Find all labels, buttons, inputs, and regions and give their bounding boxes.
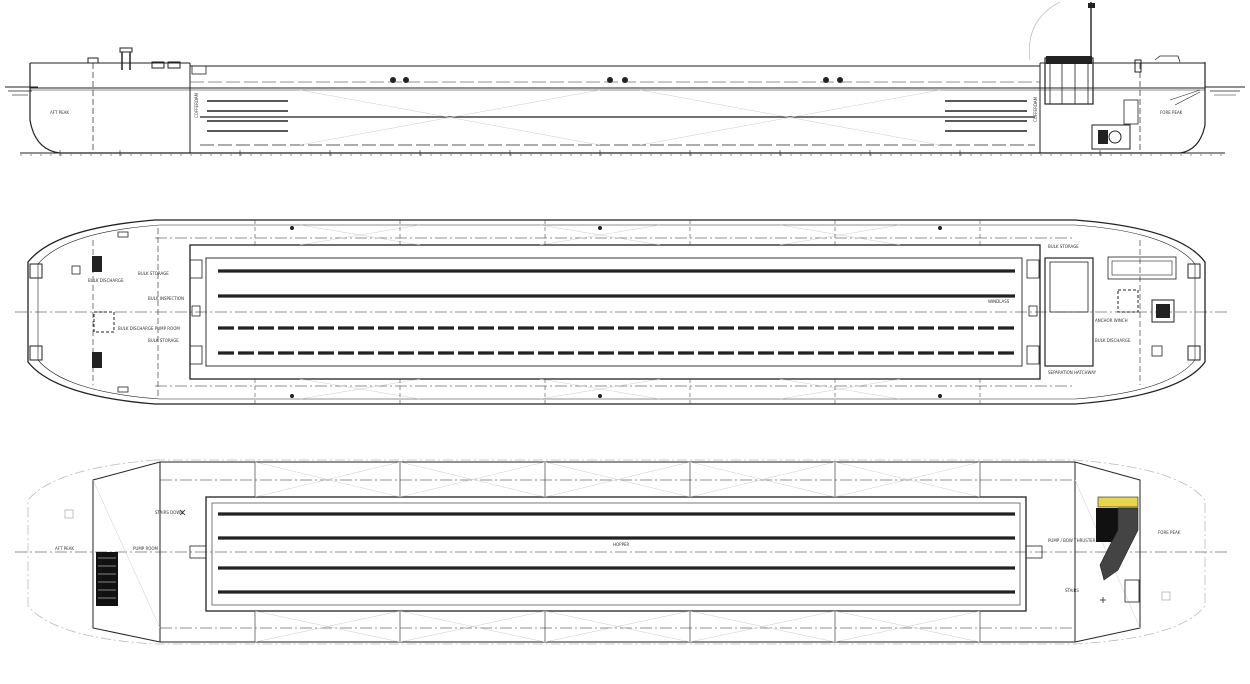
label-tank-stairs: STAIRS bbox=[1065, 588, 1079, 593]
label-cofferdam-fwd: COFFERDAM bbox=[1033, 96, 1038, 122]
label-fwd-bulk-storage: BULK STORAGE bbox=[1048, 244, 1079, 249]
label-bulk-discharge: BULK DISCHARGE bbox=[88, 278, 124, 283]
label-tank-pump-room: PUMP ROOM bbox=[133, 546, 159, 551]
label-tank-aft-stairs: STAIRS DOWN bbox=[155, 510, 184, 515]
label-bulk-inspection: BULK INSPECTION bbox=[148, 296, 185, 301]
side-elevation-view bbox=[5, 2, 1245, 156]
label-fwd-bulk-discharge: BULK DISCHARGE bbox=[1095, 338, 1131, 343]
label-bulk-storage-top: BULK STORAGE bbox=[138, 271, 169, 276]
label-cofferdam-aft: COFFERDAM bbox=[194, 92, 199, 118]
label-bulk-discharge-pump: BULK DISCHARGE PUMP ROOM bbox=[118, 326, 180, 331]
label-tank-aft-peak: AFT PEAK bbox=[55, 546, 74, 551]
tank-top-plan-view bbox=[15, 460, 1230, 644]
label-bulk-storage-bottom: BULK STORAGE bbox=[148, 338, 179, 343]
label-anchor-winch: ANCHOR WINCH bbox=[1095, 318, 1128, 323]
label-tank-fore-peak: FORE PEAK bbox=[1158, 530, 1181, 535]
label-aft-peak-elevation: AFT PEAK bbox=[50, 110, 69, 115]
label-tank-fwd-room: PUMP / BOW THRUSTER bbox=[1048, 538, 1096, 543]
label-tank-hopper: HOPPER bbox=[613, 542, 630, 547]
label-separation-hatchway: SEPARATION HATCHWAY bbox=[1048, 370, 1097, 375]
label-fore-peak-elevation: FORE PEAK bbox=[1160, 110, 1183, 115]
label-windlass: WINDLASS bbox=[988, 299, 1010, 304]
